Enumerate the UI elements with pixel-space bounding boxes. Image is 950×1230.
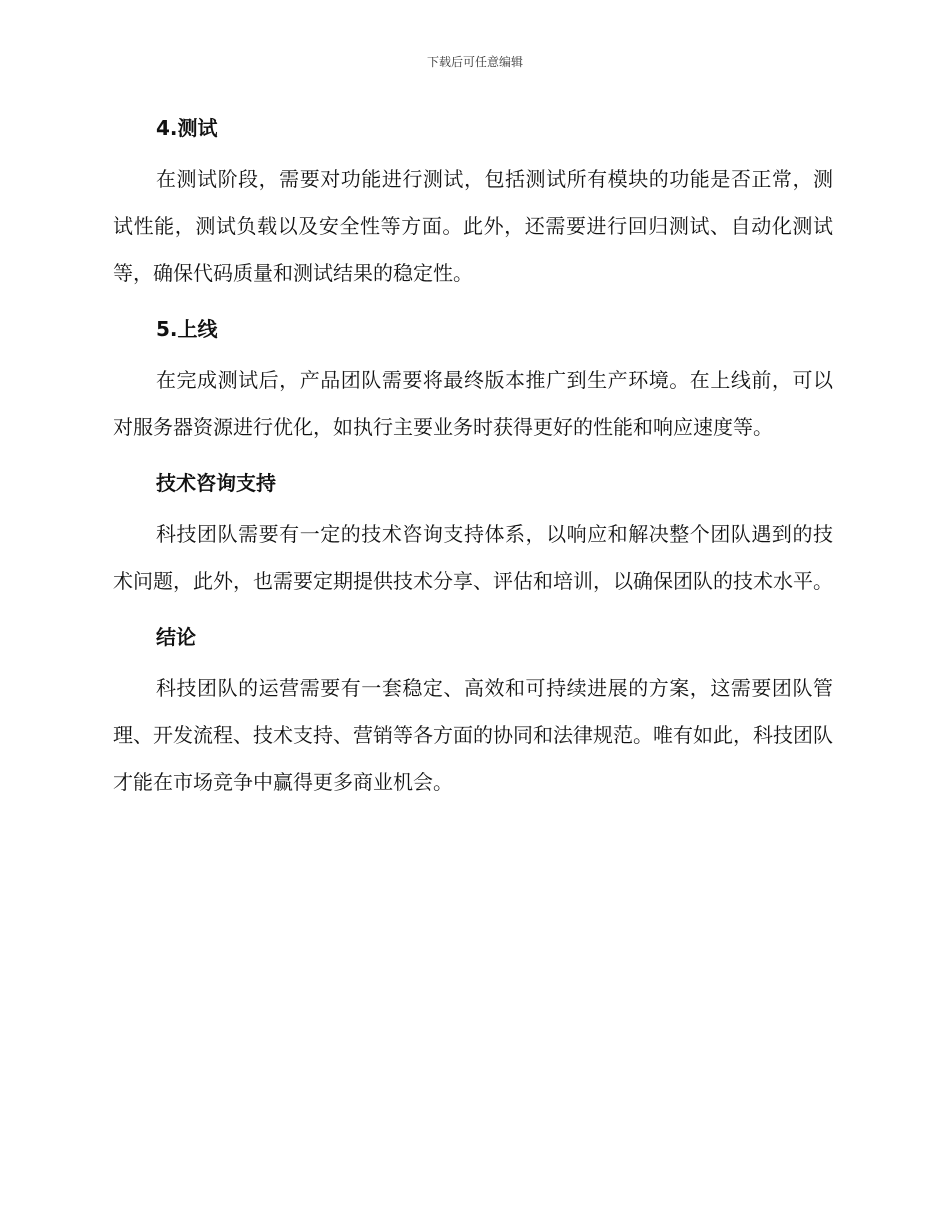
section-body-testing: 在测试阶段，需要对功能进行测试，包括测试所有模块的功能是否正常，测试性能，测试负载以及安全性等方面。此外，还需要进行回归测试、自动化测试等，确保代码质量和测试结果的稳定性。 [113,167,833,285]
section-heading-tech-support: 技术咨询支持 [156,471,276,495]
header-note: 下载后可任意编辑 [426,55,523,69]
section-body-tech-support: 科技团队需要有一定的技术咨询支持体系，以响应和解决整个团队遇到的技术问题，此外，也需要定期提供技术分享、评估和培训，以确保团队的技术水平。 [113,522,833,593]
section-heading-conclusion: 结论 [156,625,196,649]
document-body [113,110,833,806]
section-body-launch: 在完成测试后，产品团队需要将最终版本推广到生产环境。在上线前，可以对服务器资源进行优化，如执行主要业务时获得更好的性能和响应速度等。 [113,368,833,439]
section-body-conclusion: 科技团队的运营需要有一套稳定、高效和可持续进展的方案，这需要团队管理、开发流程、技术支持、营销等各方面的协同和法律规范。唯有如此，科技团队才能在市场竞争中赢得更多商业机会。 [113,676,833,794]
section-heading-launch: 5.上线 [156,317,218,341]
section-heading-testing: 4.测试 [156,116,218,140]
